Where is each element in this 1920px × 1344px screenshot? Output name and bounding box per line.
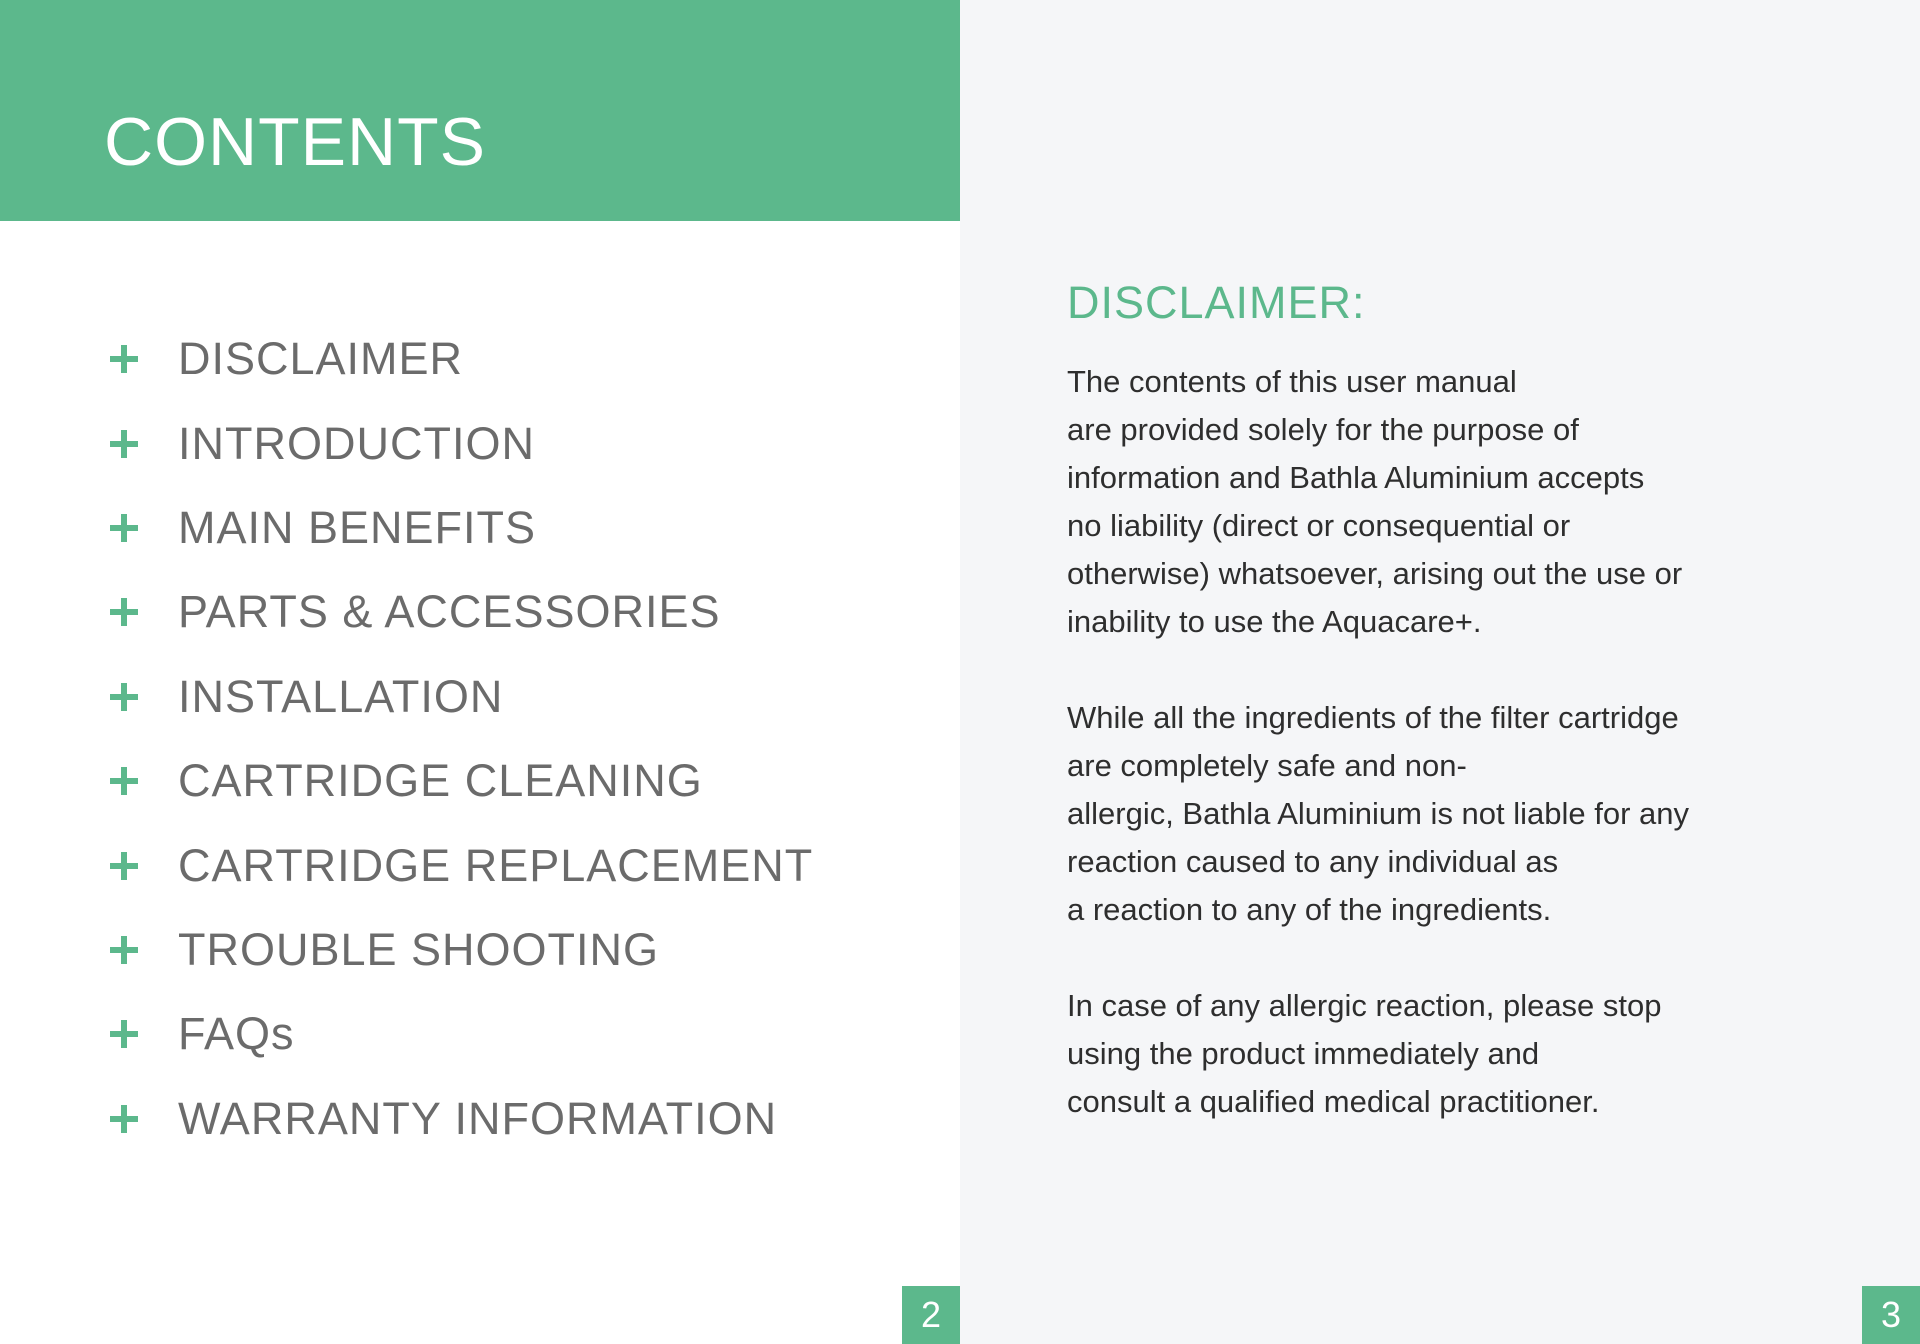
plus-icon: [110, 767, 138, 795]
text-line: no liability (direct or consequential or: [1067, 508, 1571, 543]
disclaimer-paragraph: [1067, 358, 1827, 646]
toc-item-label: FAQs: [178, 1008, 295, 1060]
text-line: information and Bathla Aluminium accepts: [1067, 460, 1645, 495]
disclaimer-body: [1067, 358, 1827, 1174]
plus-icon: [110, 514, 138, 542]
toc-item-warranty-information[interactable]: [110, 1077, 813, 1161]
text-line: otherwise) whatsoever, arising out the use or: [1067, 556, 1683, 591]
text-line: using the product immediately and: [1067, 1036, 1540, 1071]
disclaimer-page: [960, 0, 1920, 1344]
toc-item-disclaimer[interactable]: [110, 317, 813, 401]
page-number-badge: 2: [902, 1286, 960, 1344]
toc-item-installation[interactable]: [110, 655, 813, 739]
text-line: The contents of this user manual: [1067, 364, 1517, 399]
toc-item-cartridge-replacement[interactable]: [110, 823, 813, 907]
toc-item-trouble-shooting[interactable]: [110, 908, 813, 992]
toc-item-label: WARRANTY INFORMATION: [178, 1092, 778, 1144]
plus-icon: [110, 936, 138, 964]
plus-icon: [110, 1105, 138, 1133]
contents-header-band: [0, 0, 960, 221]
plus-icon: [110, 1020, 138, 1048]
text-line: a reaction to any of the ingredients.: [1067, 892, 1552, 927]
page-number-badge: 3: [1862, 1286, 1920, 1344]
toc-item-faqs[interactable]: [110, 992, 813, 1076]
plus-icon: [110, 683, 138, 711]
disclaimer-heading: DISCLAIMER:: [1067, 277, 1366, 328]
page-title: CONTENTS: [104, 104, 486, 180]
text-line: While all the ingredients of the filter cartridge: [1067, 700, 1679, 735]
disclaimer-paragraph: [1067, 982, 1827, 1126]
plus-icon: [110, 430, 138, 458]
toc-item-label: MAIN BENEFITS: [178, 501, 537, 553]
text-line: In case of any allergic reaction, please stop: [1067, 988, 1662, 1023]
toc-item-main-benefits[interactable]: [110, 486, 813, 570]
toc-item-label: INSTALLATION: [178, 670, 504, 722]
text-line: inability to use the Aquacare+.: [1067, 604, 1482, 639]
text-line: consult a qualified medical practitioner.: [1067, 1084, 1600, 1119]
text-line: allergic, Bathla Aluminium is not liable for any: [1067, 796, 1690, 831]
toc-item-parts-accessories[interactable]: [110, 570, 813, 654]
toc-item-label: PARTS & ACCESSORIES: [178, 586, 721, 638]
text-line: are completely safe and non-: [1067, 748, 1467, 783]
plus-icon: [110, 345, 138, 373]
toc-item-introduction[interactable]: [110, 401, 813, 485]
toc-item-label: CARTRIDGE REPLACEMENT: [178, 839, 814, 891]
toc-item-label: DISCLAIMER: [178, 333, 464, 385]
toc-item-label: CARTRIDGE CLEANING: [178, 755, 703, 807]
table-of-contents: [110, 317, 813, 1161]
plus-icon: [110, 852, 138, 880]
text-line: reaction caused to any individual as: [1067, 844, 1559, 879]
plus-icon: [110, 598, 138, 626]
text-line: are provided solely for the purpose of: [1067, 412, 1579, 447]
toc-item-label: INTRODUCTION: [178, 417, 535, 469]
disclaimer-paragraph: [1067, 694, 1827, 934]
toc-item-cartridge-cleaning[interactable]: [110, 739, 813, 823]
toc-item-label: TROUBLE SHOOTING: [178, 923, 660, 975]
